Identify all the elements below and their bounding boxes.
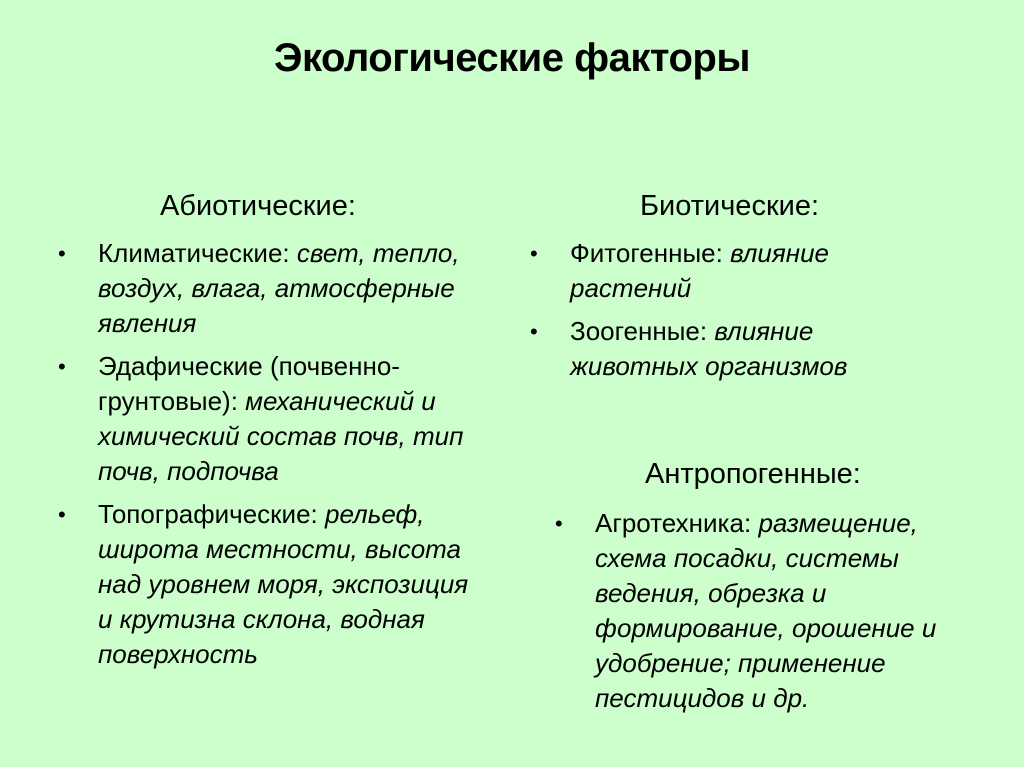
item-label: Зоогенные: [570, 316, 708, 346]
biotic-heading: Биотические: [640, 190, 820, 222]
abiotic-list [58, 236, 478, 680]
item-detail: влияние растений [570, 238, 830, 303]
bullet-icon: • [530, 241, 538, 266]
list-item [58, 497, 478, 672]
item-label: Эдафические (почвенно-грунтовые): [98, 351, 400, 416]
anthropogenic-heading: Антропогенные: [645, 458, 861, 490]
list-item [530, 314, 910, 384]
item-detail: влияние животных организмов [570, 316, 848, 381]
list-item [58, 236, 478, 341]
item-detail: свет, тепло, воздух, влага, атмосферные явления [98, 238, 460, 338]
list-item [530, 236, 910, 306]
item-detail: рельеф, широта местности, высота над уровнем моря, экспозиция и крутизна склона, водная поверхность [98, 499, 469, 669]
item-detail: механический и химический состав почв, тип почв, подпочва [98, 386, 464, 486]
bullet-icon: • [555, 511, 563, 536]
item-label: Топографические: [98, 499, 318, 529]
list-item [555, 506, 995, 716]
item-label: Климатические: [98, 238, 290, 268]
abiotic-heading: Абиотические: [160, 190, 356, 222]
bullet-icon: • [530, 319, 538, 344]
slide-title: Экологические факторы [274, 36, 750, 80]
anthropogenic-list [555, 506, 995, 724]
item-label: Фитогенные: [570, 238, 723, 268]
bullet-icon: • [58, 354, 66, 379]
list-item [58, 349, 478, 489]
item-label: Агротехника: [595, 508, 752, 538]
biotic-list [530, 236, 910, 392]
bullet-icon: • [58, 241, 66, 266]
item-detail: размещение, схема посадки, системы ведения, обрезка и формирование, орошение и удобрение; применение пестицидов и др. [595, 508, 937, 713]
bullet-icon: • [58, 502, 66, 527]
